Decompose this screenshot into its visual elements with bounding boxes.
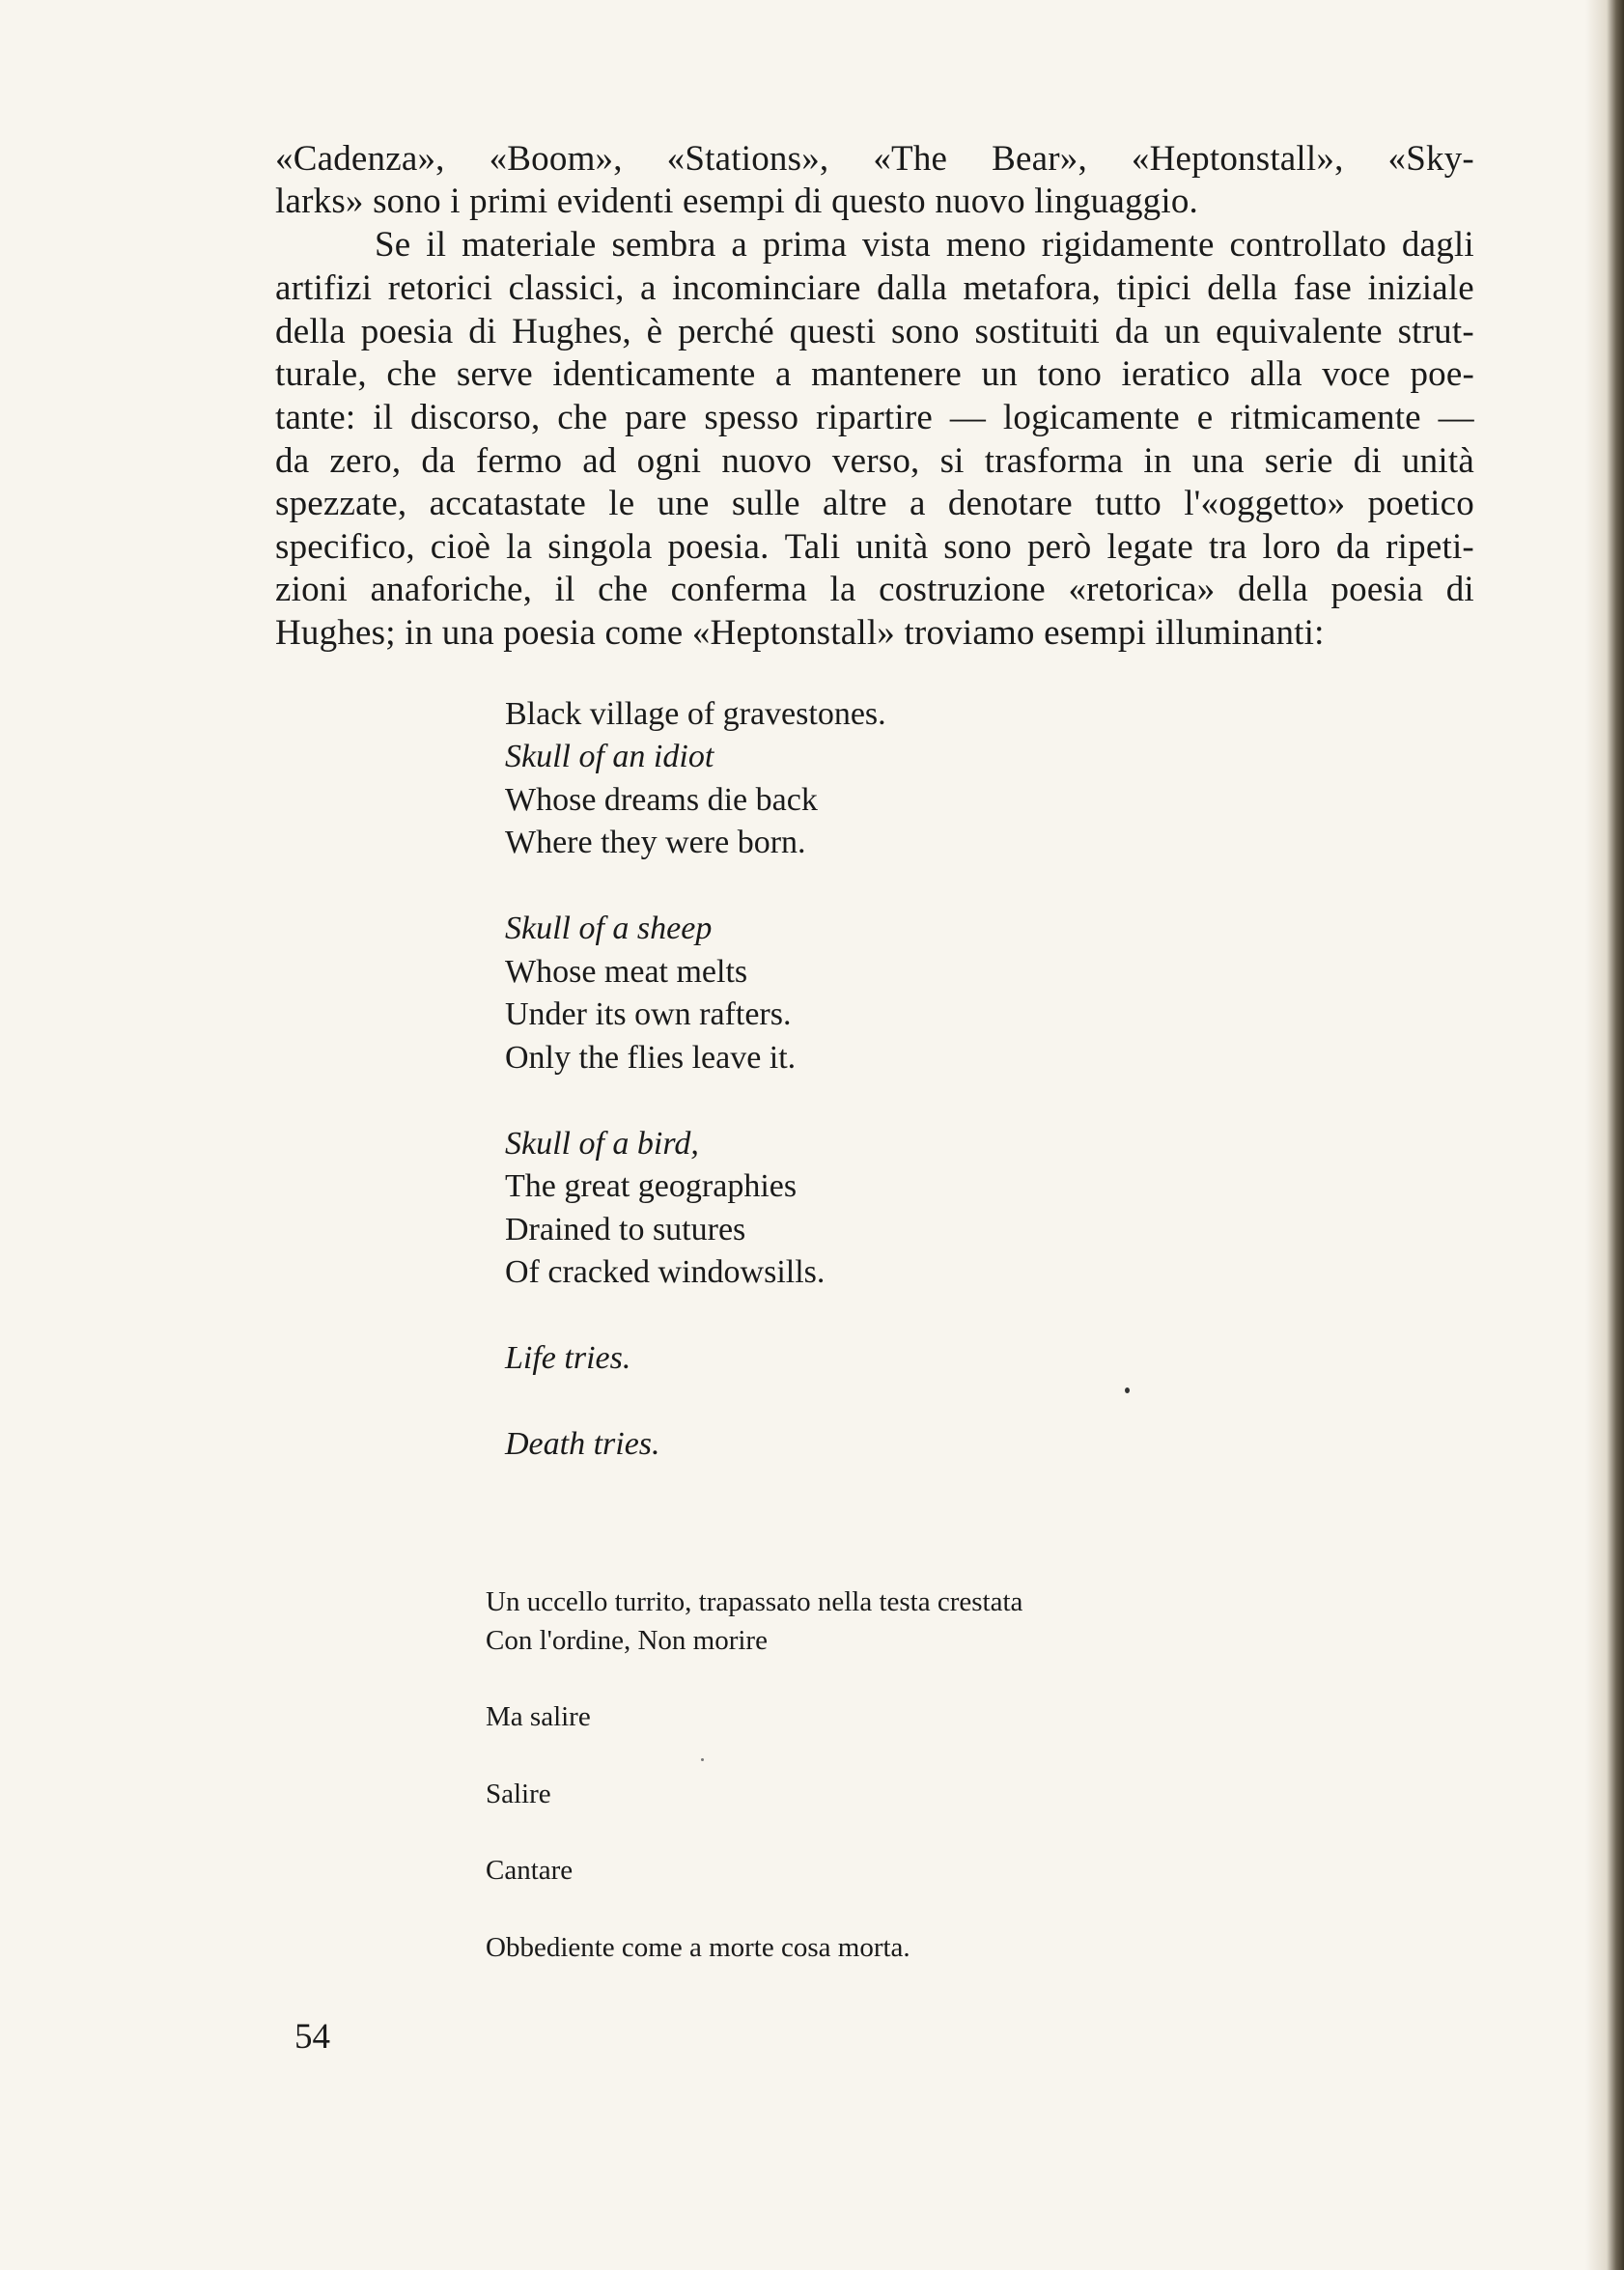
word: meno: [945, 225, 1026, 265]
word: a: [640, 268, 657, 308]
word: —: [949, 398, 987, 437]
word: Bear»,: [992, 139, 1087, 179]
word: identicamente: [552, 354, 756, 394]
word: tutto: [1095, 484, 1162, 523]
word: strut-: [1397, 312, 1474, 351]
word: poe-: [1410, 354, 1474, 394]
word: ieratico: [1121, 354, 1231, 394]
word: sostituiti: [974, 312, 1100, 351]
word: iniziale: [1367, 268, 1474, 308]
word: una: [1191, 441, 1245, 481]
prose-line: [275, 138, 1474, 180]
poem-line: Black village of gravestones.: [505, 696, 886, 732]
word: denotare: [947, 484, 1073, 523]
word: specifico,: [275, 527, 415, 567]
word: a: [731, 225, 747, 265]
word: poesia.: [667, 527, 770, 567]
prose-line: [275, 483, 1474, 524]
word: da: [421, 441, 456, 481]
prose-line: [275, 311, 1474, 352]
prose-line: Hughes; in una poesia come «Heptonstall» troviamo esempi illuminanti:: [275, 613, 1325, 653]
translation-line: Ma salire: [486, 1701, 591, 1732]
word: che: [598, 570, 649, 609]
prose-line: [375, 224, 1474, 266]
translation-line: Con l'ordine, Non morire: [486, 1625, 768, 1656]
word: la: [829, 570, 856, 609]
word: a: [910, 484, 926, 523]
poem-line: The great geographies: [505, 1168, 798, 1204]
word: tra: [1208, 527, 1247, 567]
word: loro: [1262, 527, 1321, 567]
word: pare: [625, 398, 687, 437]
word: Se: [375, 225, 411, 265]
word: questi: [789, 312, 877, 351]
word: «Boom»,: [489, 139, 623, 179]
word: unità: [855, 527, 929, 567]
word: fermo: [475, 441, 563, 481]
word: poesia: [360, 312, 454, 351]
word: poetico: [1367, 484, 1474, 523]
word: «Cadenza»,: [275, 139, 445, 179]
word: poesia: [1330, 570, 1424, 609]
word: retorici: [387, 268, 493, 308]
prose-line: [275, 397, 1474, 438]
poem-line: Only the flies leave it.: [505, 1040, 797, 1076]
word: sono: [943, 527, 1012, 567]
word: nuovo: [721, 441, 812, 481]
word: il: [554, 570, 575, 609]
word: artifizi: [275, 268, 373, 308]
word: spezzate,: [275, 484, 407, 523]
word: «Sky-: [1387, 139, 1474, 179]
poem-line: Death tries.: [505, 1426, 660, 1462]
word: costruzione: [879, 570, 1046, 609]
word: della: [1237, 570, 1308, 609]
word: spesso: [704, 398, 799, 437]
word: da: [1335, 527, 1371, 567]
poem-line: Whose dreams die back: [505, 782, 818, 818]
word: discorso,: [410, 398, 541, 437]
poem-line: Whose meat melts: [505, 954, 748, 990]
word: legate: [1106, 527, 1193, 567]
word: da: [275, 441, 310, 481]
word: la: [506, 527, 533, 567]
word: classici,: [508, 268, 625, 308]
translation-line: Un uccello turrito, trapassato nella testa crestata: [486, 1586, 1023, 1617]
word: accatastate: [429, 484, 586, 523]
word: tante:: [275, 398, 356, 437]
word: une: [657, 484, 710, 523]
poem-line: Drained to sutures: [505, 1212, 746, 1247]
word: il: [426, 225, 447, 265]
word: ripartire: [816, 398, 933, 437]
word: che: [386, 354, 437, 394]
poem-line: Life tries.: [505, 1340, 631, 1376]
prose-line: [275, 267, 1474, 309]
word: l'«oggetto»: [1184, 484, 1346, 523]
poem-line: Skull of an idiot: [505, 739, 714, 774]
prose-line: [275, 353, 1474, 395]
prose-line: [275, 526, 1474, 568]
word: Tali: [784, 527, 841, 567]
poem-line: Where they were born.: [505, 825, 806, 860]
word: vista: [862, 225, 931, 265]
word: anaforiche,: [370, 570, 533, 609]
word: di: [468, 312, 497, 351]
word: «Heptonstall»,: [1131, 139, 1344, 179]
word: cioè: [430, 527, 491, 567]
word: è: [646, 312, 663, 351]
page-number: 54: [294, 2017, 330, 2057]
word: —: [1438, 398, 1474, 437]
word: ritmicamente: [1230, 398, 1421, 437]
word: «Stations»,: [666, 139, 829, 179]
word: dalla: [877, 268, 948, 308]
word: della: [1207, 268, 1278, 308]
word: «The: [873, 139, 948, 179]
word: tono: [1037, 354, 1103, 394]
word: il: [373, 398, 394, 437]
word: un: [1163, 312, 1201, 351]
word: ripeti-: [1386, 527, 1474, 567]
word: ogni: [636, 441, 702, 481]
word: voce: [1322, 354, 1390, 394]
word: unità: [1401, 441, 1474, 481]
translation-line: Cantare: [486, 1855, 574, 1886]
word: Hughes,: [512, 312, 631, 351]
word: della: [275, 312, 346, 351]
poem-line: Under its own rafters.: [505, 996, 792, 1032]
poem-line: Skull of a bird,: [505, 1126, 699, 1162]
poem-line: Of cracked windowsills.: [505, 1254, 826, 1290]
word: zero,: [329, 441, 402, 481]
translation-line: Salire: [486, 1779, 551, 1809]
prose-line: [275, 569, 1474, 610]
word: che: [557, 398, 608, 437]
word: conferma: [670, 570, 807, 609]
word: mantenere: [811, 354, 963, 394]
prose-line: [275, 440, 1474, 482]
word: in: [1143, 441, 1172, 481]
word: sembra: [611, 225, 716, 265]
scan-speck: [701, 1758, 704, 1761]
word: da: [1114, 312, 1150, 351]
word: tipici: [1116, 268, 1191, 308]
word: perché: [678, 312, 774, 351]
word: trasforma: [984, 441, 1124, 481]
word: le: [608, 484, 635, 523]
word: singola: [547, 527, 653, 567]
word: materiale: [462, 225, 597, 265]
word: turale,: [275, 354, 367, 394]
word: prima: [762, 225, 848, 265]
word: alla: [1249, 354, 1302, 394]
word: rigidamente: [1041, 225, 1215, 265]
word: logicamente: [1002, 398, 1180, 437]
word: però: [1026, 527, 1092, 567]
word: altre: [823, 484, 887, 523]
prose-line: larks» sono i primi evidenti esempi di questo nuovo linguaggio.: [275, 182, 1198, 221]
word: serve: [456, 354, 533, 394]
word: fase: [1293, 268, 1352, 308]
translation-line: Obbediente come a morte cosa morta.: [486, 1932, 910, 1963]
scan-speck: [1125, 1387, 1130, 1393]
word: verso,: [831, 441, 920, 481]
word: sulle: [731, 484, 800, 523]
word: si: [939, 441, 965, 481]
word: un: [981, 354, 1018, 394]
word: sono: [891, 312, 960, 351]
word: dagli: [1401, 225, 1474, 265]
word: di: [1445, 570, 1474, 609]
word: equivalente: [1216, 312, 1383, 351]
word: controllato: [1229, 225, 1386, 265]
word: serie: [1264, 441, 1333, 481]
word: incominciare: [672, 268, 861, 308]
word: metafora,: [963, 268, 1102, 308]
word: «retorica»: [1068, 570, 1216, 609]
word: e: [1196, 398, 1214, 437]
word: ad: [582, 441, 617, 481]
word: zioni: [275, 570, 348, 609]
page-edge-shadow: [1585, 0, 1624, 2270]
poem-line: Skull of a sheep: [505, 911, 713, 946]
word: a: [775, 354, 792, 394]
word: di: [1353, 441, 1382, 481]
